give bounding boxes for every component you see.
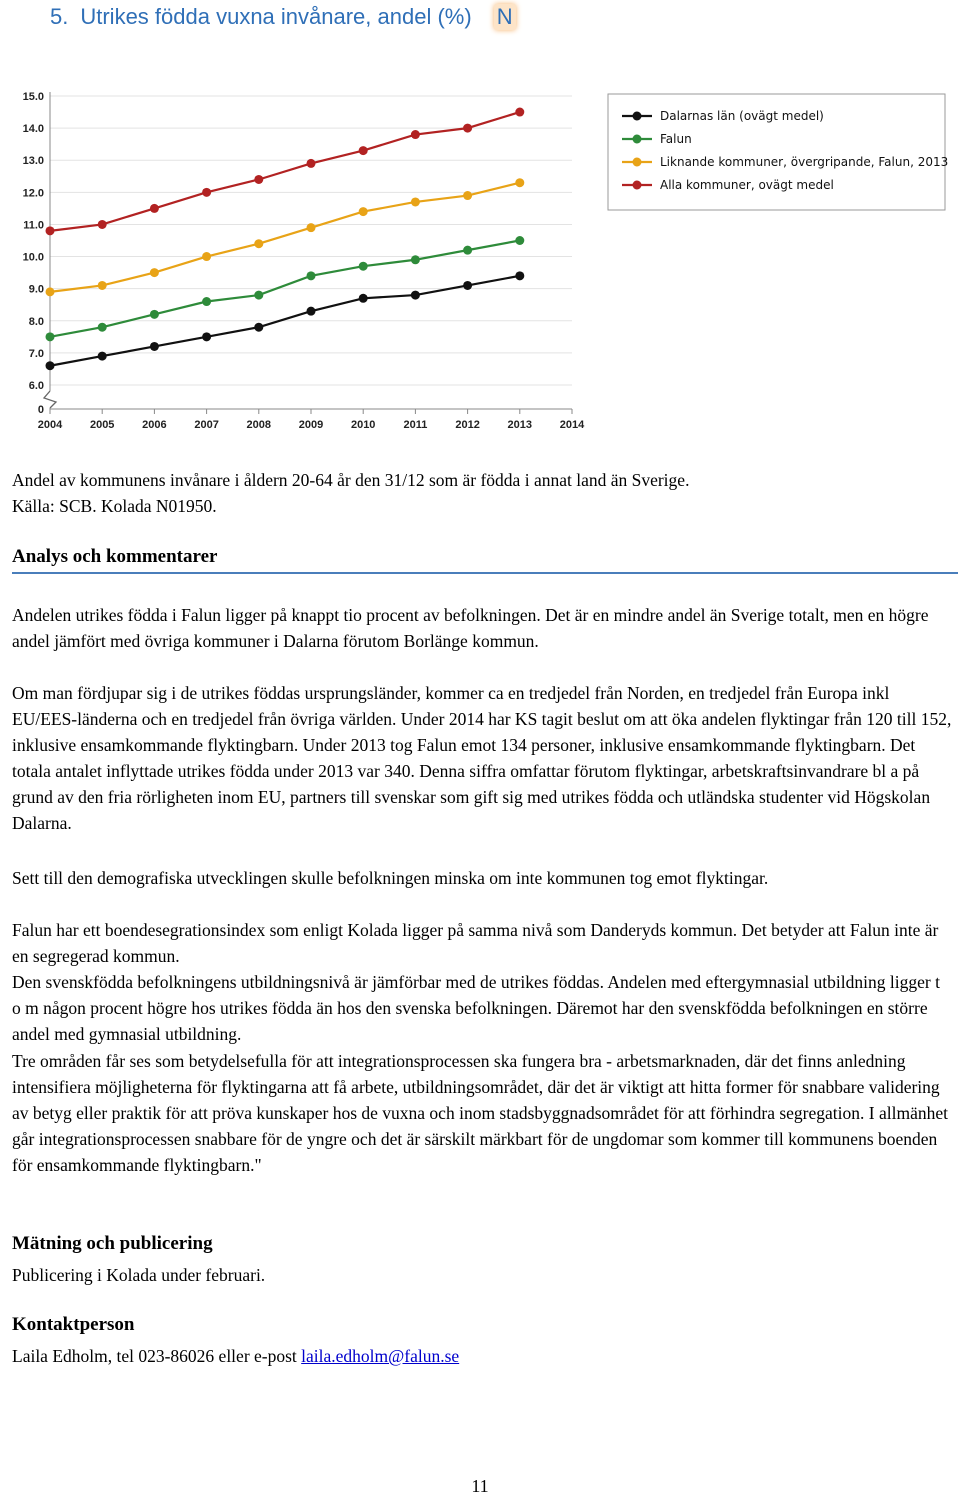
caption-line-1: Andel av kommunens invånare i åldern 20-64 år den 31/12 som är födda i annat land än Sverige. [12,470,690,490]
data-point [254,239,263,248]
data-point [254,291,263,300]
data-point [359,294,368,303]
data-point [46,361,55,370]
x-tick-label: 2006 [142,419,167,431]
x-tick-label: 2004 [37,419,63,431]
data-point [515,108,524,117]
y-tick-label: 11.0 [23,219,44,232]
x-tick-label: 2010 [350,419,376,431]
y-tick-label: 14.0 [22,123,44,136]
data-point [98,220,107,229]
data-point [150,204,159,213]
section-title: Utrikes födda vuxna invånare, andel (%) [80,4,472,29]
measurement-text: Publicering i Kolada under februari. [12,1265,266,1285]
x-tick-label: 2012 [455,419,480,431]
data-point [411,197,420,206]
data-point [98,323,107,332]
data-point [515,178,524,187]
analysis-paragraph-1: Andelen utrikes födda i Falun ligger på knappt tio procent av befolkningen. Det är en mindre andel än Sverige totalt, men en högre andel jämfört med övriga kommuner i Dalarna förutom Borlänge kommun. [12,605,929,651]
x-tick-label: 2009 [298,419,324,431]
indicator-tag: N [494,4,516,30]
line-chart [0,80,960,440]
data-point [150,268,159,277]
series-line [50,112,520,231]
legend-label: Dalarnas län (ovägt medel) [660,109,824,123]
analysis-title: Analys och kommentarer [12,546,218,567]
analysis-paragraph-5: Den svenskfödda befolkningens utbildningsnivå är jämförbar med de utrikes föddas. Andelen med eftergymnasial utbildning ligger t o m någon procent högre hos utrikes födda än hos den svenska befolkningen. Däremot har den svenskfödda befolkningen en större andel med gymnasial utbildning. [12,972,940,1044]
data-point [46,332,55,341]
chart-legend [608,94,948,210]
data-point [359,262,368,271]
x-tick-label: 2005 [89,419,115,431]
analysis-paragraph-3: Sett till den demografiska utvecklingen skulle befolkningen minska om inte kommunen tog emot flyktingar. [12,868,769,888]
data-point [411,255,420,264]
chart-axes [23,91,586,431]
x-tick-label: 2007 [194,419,219,431]
analysis-paragraph-4: Falun har ett boendesegrationsindex som enligt Kolada ligger på samma nivå som Danderyds kommun. Det betyder att Falun inte är en segregerad kommun. [12,920,939,966]
data-point [359,207,368,216]
data-point [202,297,211,306]
data-point [98,352,107,361]
legend-swatch-dot [633,158,642,167]
data-point [463,191,472,200]
y-tick-label: 13.0 [22,155,44,168]
contact-line [12,1343,952,1369]
chart-grid [50,96,572,385]
legend-label: Liknande kommuner, övergripande, Falun, 2013 [660,155,949,169]
data-point [150,310,159,319]
data-point [411,130,420,139]
data-point [150,342,159,351]
data-point [515,236,524,245]
y-tick-label: 15.0 [22,91,44,103]
data-point [515,271,524,280]
data-point [254,323,263,332]
data-point [202,188,211,197]
data-point [98,281,107,290]
email-link[interactable]: laila.edholm@falun.se [301,1346,460,1366]
data-point [307,223,316,232]
data-point [307,307,316,316]
data-point [46,226,55,235]
x-tick-label: 2013 [507,419,533,431]
data-point [307,271,316,280]
y-tick-label: 8.0 [28,315,44,328]
data-point [463,124,472,133]
x-tick-label: 2008 [246,419,272,431]
legend-swatch-dot [633,112,642,121]
section-number: 5. [50,4,69,29]
data-point [463,246,472,255]
x-tick-label: 2011 [403,419,428,431]
x-tick-label: 2014 [559,419,585,431]
data-point [202,332,211,341]
y-tick-label: 10.0 [22,251,44,264]
analysis-paragraph-6: Tre områden får ses som betydelsefulla för att integrationsprocessen ska fungera bra - arbetsmarknaden, där det finns anledning intensifiera möjligheterna för flyktingarna att få arbete, utbildningsområdet, där det är viktigt att hitta former för snabbare validering av betyg eller praktik för att pröva kunskaper hos de vuxna och inom stadsbyggnadsområdet för att förhindra segregation. I allmänhet går integrationsprocessen snabbare för de yngre och det är särskilt märkbart för de ungdomar som kommer till kommunens boenden för ensamkommande flyktingbarn." [12,1051,948,1175]
caption-line-2: Källa: SCB. Kolada N01950. [12,496,217,516]
legend-swatch-dot [633,135,642,144]
y-tick-label: 12.0 [22,187,44,200]
legend-label: Alla kommuner, ovägt medel [660,178,834,192]
y-tick-label: 6.0 [28,380,44,392]
axis-break-marker [44,391,56,408]
series-line [50,183,520,292]
data-point [359,146,368,155]
contact-text: Laila Edholm, tel 023-86026 eller e-post [12,1346,302,1366]
section-heading [50,4,516,30]
data-point [46,287,55,296]
y-tick-label: 0 [37,404,44,416]
data-point [411,291,420,300]
legend-swatch-dot [633,181,642,190]
data-point [307,159,316,168]
legend-label: Falun [660,132,692,146]
chart-series [46,108,525,371]
y-tick-label: 7.0 [28,347,44,360]
data-point [254,175,263,184]
measurement-title: Mätning och publicering [12,1233,213,1254]
contact-title: Kontaktperson [12,1314,135,1335]
data-point [202,252,211,261]
section-divider [12,572,958,574]
data-point [463,281,472,290]
analysis-paragraph-2: Om man fördjupar sig i de utrikes föddas ursprungsländer, kommer ca en tredjedel från Norden, en tredjedel från Europa inkl EU/EES-länderna och en tredjedel från övriga världen. Under 2014 har KS tagit beslut om att öka andelen flyktingar från 120 till 152, inklusive ensamkommande flyktingbarn. Under 2013 tog Falun emot 134 personer, inklusive ensamkommande flyktingbarn. Det totala antalet inflyttade utrikes födda under 2013 var 340. Denna siffra omfattar förutom flyktingar, arbetskraftsinvandrare bl a på grund av den fria rörligheten inom EU, partners till svenskar som gift sig med utrikes födda och utländska studenter vid Högskolan Dalarna. [12,683,952,833]
y-tick-label: 9.0 [28,283,44,296]
page-number: 11 [471,1476,489,1496]
